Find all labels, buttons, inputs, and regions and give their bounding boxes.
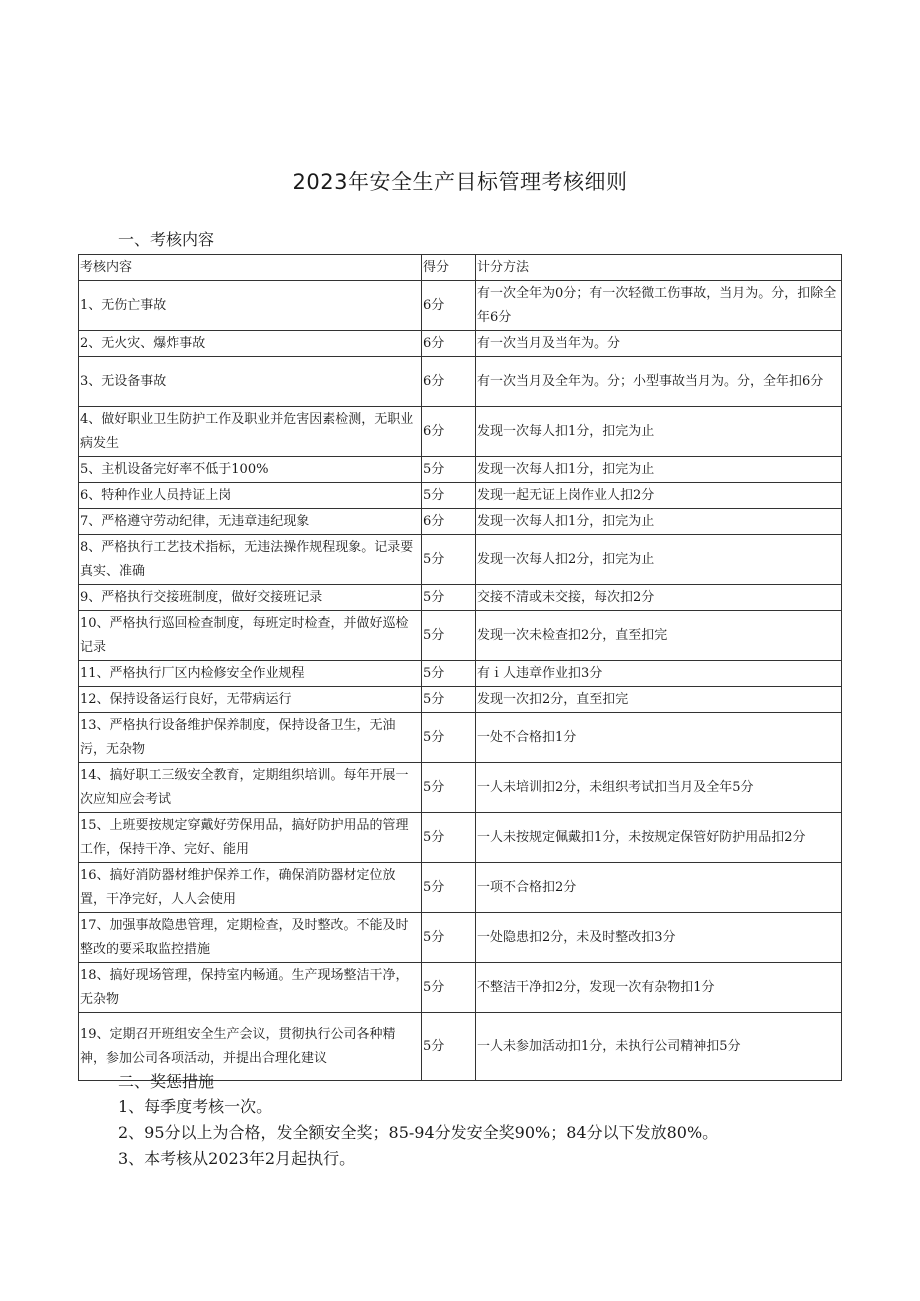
row-content: 10、严格执行巡回检查制度，每班定时检查，并做好巡检记录: [79, 611, 422, 661]
table-row: [79, 913, 842, 963]
row-score: 5分: [422, 813, 476, 863]
row-method: 一处隐患扣2分，未及时整改扣3分: [476, 913, 842, 963]
assessment-table: [78, 254, 842, 1081]
row-score: 5分: [422, 687, 476, 713]
row-score: 5分: [422, 963, 476, 1013]
row-content: 19、定期召开班组安全生产会议，贯彻执行公司各种精神，参加公司各项活动，并提出合理化建议: [79, 1013, 422, 1081]
row-content: 1、无伤亡事故: [79, 281, 422, 331]
table-row: [79, 687, 842, 713]
row-score: 5分: [422, 863, 476, 913]
row-content: 5、主机设备完好率不低于100%: [79, 457, 422, 483]
row-content: 13、严格执行设备维护保养制度，保持设备卫生，无油污，无杂物: [79, 713, 422, 763]
row-score: 5分: [422, 763, 476, 813]
row-content: 9、严格执行交接班制度，做好交接班记录: [79, 585, 422, 611]
row-content: 18、搞好现场管理，保持室内畅通。生产现场整洁干净，无杂物: [79, 963, 422, 1013]
row-method: 有ｉ人违章作业扣3分: [476, 661, 842, 687]
row-method: 不整洁干净扣2分，发现一次有杂物扣1分: [476, 963, 842, 1013]
row-content: 6、特种作业人员持证上岗: [79, 483, 422, 509]
row-content: 4、做好职业卫生防护工作及职业并危害因素检测，无职业病发生: [79, 407, 422, 457]
section-heading-assessment: 一、考核内容: [118, 230, 215, 249]
row-content: 16、搞好消防器材维护保养工作，确保消防器材定位放置，干净完好，人人会使用: [79, 863, 422, 913]
row-content: 17、加强事故隐患管理，定期检查，及时整改。不能及时整改的要采取监控措施: [79, 913, 422, 963]
row-method: 一人未按规定佩戴扣1分，未按规定保管好防护用品扣2分: [476, 813, 842, 863]
row-method: 发现一次未检查扣2分，直至扣完: [476, 611, 842, 661]
row-score: 6分: [422, 407, 476, 457]
row-score: 5分: [422, 661, 476, 687]
rewards-item: 3、本考核从2023年2月起执行。: [118, 1149, 356, 1168]
header-method: 计分方法: [476, 255, 842, 281]
table-row: [79, 331, 842, 357]
row-content: 7、严格遵守劳动纪律，无违章违纪现象: [79, 509, 422, 535]
row-method: 发现一次每人扣2分，扣完为止: [476, 535, 842, 585]
row-method: 发现一次每人扣1分，扣完为止: [476, 509, 842, 535]
table-row: [79, 661, 842, 687]
table-row: [79, 535, 842, 585]
row-method: 一处不合格扣1分: [476, 713, 842, 763]
row-method: 发现一次每人扣1分，扣完为止: [476, 457, 842, 483]
table-row: [79, 763, 842, 813]
row-method: 有一次当月及当年为。分: [476, 331, 842, 357]
row-content: 15、上班要按规定穿戴好劳保用品，搞好防护用品的管理工作，保持干净、完好、能用: [79, 813, 422, 863]
row-score: 6分: [422, 509, 476, 535]
row-method: 交接不清或未交接，每次扣2分: [476, 585, 842, 611]
row-score: 5分: [422, 483, 476, 509]
row-content: 2、无火灾、爆炸事故: [79, 331, 422, 357]
section-heading-rewards: 二、奖惩措施: [118, 1072, 215, 1091]
rewards-item: 1、每季度考核一次。: [118, 1097, 273, 1116]
document-title: 2023年安全生产目标管理考核细则: [292, 170, 628, 194]
row-score: 5分: [422, 585, 476, 611]
table-row: [79, 483, 842, 509]
row-method: 有一次全年为0分；有一次轻微工伤事故，当月为。分，扣除全年6分: [476, 281, 842, 331]
row-score: 5分: [422, 535, 476, 585]
table-row: [79, 281, 842, 331]
table-row: [79, 357, 842, 407]
row-score: 6分: [422, 357, 476, 407]
row-score: 5分: [422, 913, 476, 963]
table-row: [79, 407, 842, 457]
table-header-row: [79, 255, 842, 281]
row-method: 发现一起无证上岗作业人扣2分: [476, 483, 842, 509]
row-method: 发现一次每人扣1分，扣完为止: [476, 407, 842, 457]
row-score: 5分: [422, 611, 476, 661]
row-content: 8、严格执行工艺技术指标，无违法操作规程现象。记录要真实、准确: [79, 535, 422, 585]
row-method: 一项不合格扣2分: [476, 863, 842, 913]
row-method: 发现一次扣2分，直至扣完: [476, 687, 842, 713]
row-score: 5分: [422, 1013, 476, 1081]
row-method: 一人未参加活动扣1分，未执行公司精神扣5分: [476, 1013, 842, 1081]
row-score: 5分: [422, 457, 476, 483]
row-content: 11、严格执行厂区内检修安全作业规程: [79, 661, 422, 687]
table-row: [79, 457, 842, 483]
table-row: [79, 813, 842, 863]
row-content: 14、搞好职工三级安全教育，定期组织培训。每年开展一次应知应会考试: [79, 763, 422, 813]
header-content: 考核内容: [79, 255, 422, 281]
table-row: [79, 713, 842, 763]
row-content: 12、保持设备运行良好，无带病运行: [79, 687, 422, 713]
row-score: 6分: [422, 331, 476, 357]
table-row: [79, 585, 842, 611]
rewards-list: [118, 1094, 718, 1172]
row-score: 5分: [422, 713, 476, 763]
row-content: 3、无设备事故: [79, 357, 422, 407]
row-method: 一人未培训扣2分，未组织考试扣当月及全年5分: [476, 763, 842, 813]
table-row: [79, 863, 842, 913]
table-row: [79, 509, 842, 535]
row-method: 有一次当月及全年为。分；小型事故当月为。分，全年扣6分: [476, 357, 842, 407]
rewards-item: 2、95分以上为合格，发全额安全奖；85-94分发安全奖90%；84分以下发放80%。: [118, 1123, 719, 1142]
header-score: 得分: [422, 255, 476, 281]
table-row: [79, 963, 842, 1013]
row-score: 6分: [422, 281, 476, 331]
table-row: [79, 611, 842, 661]
